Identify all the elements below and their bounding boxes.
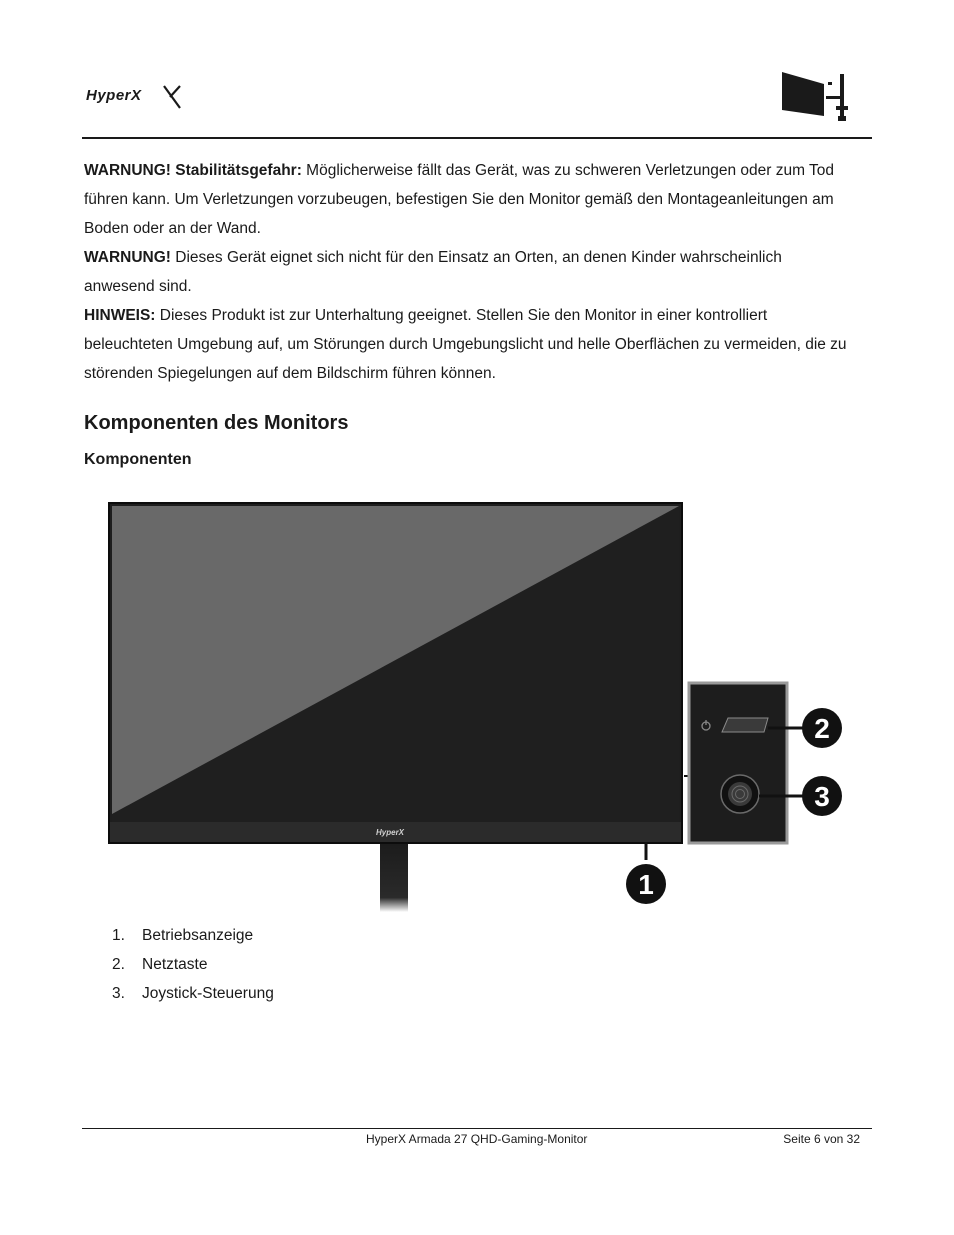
callout-3-label: 3 [814, 781, 830, 812]
lighting-note [84, 301, 854, 388]
list-item-number: 2. [112, 956, 125, 973]
list-item-label: Netztaste [142, 956, 208, 973]
list-item-number: 1. [112, 927, 125, 944]
page-number: Seite 6 von 32 [783, 1132, 860, 1146]
children-warning-label: WARNUNG! [84, 249, 171, 266]
lighting-note-label: HINWEIS: [84, 307, 156, 324]
list-item [112, 921, 274, 950]
monitor-stand [380, 840, 408, 912]
hyperx-logo [86, 80, 182, 112]
stability-warning-text: Möglicherweise fällt das Gerät, was zu schweren Verletzungen oder zum Tod führen kann. Um Verletzungen vorzubeugen, befestigen Sie den Monitor gemäß den Montageanleitungen am Boden oder an der Wand. [84, 162, 835, 237]
list-item [112, 950, 274, 979]
header-divider [82, 137, 872, 139]
control-panel-inset [689, 683, 787, 843]
children-warning [84, 243, 854, 301]
list-item-number: 3. [112, 985, 125, 1002]
list-item [112, 979, 274, 1008]
lighting-note-text: Dieses Produkt ist zur Unterhaltung geeignet. Stellen Sie den Monitor in einer kontrolliert beleuchteten Umgebung auf, um Störungen durch Umgebungslicht und helle Oberflächen zu vermeiden, die zu störenden Spiegelungen auf dem Bildschirm führen können. [84, 307, 847, 382]
footer-divider [82, 1128, 872, 1129]
list-item-label: Betriebsanzeige [142, 927, 254, 944]
hyperx-logo-text: HyperX [86, 87, 142, 104]
power-button-shape [722, 718, 768, 732]
monitor-components-figure [100, 496, 860, 912]
section-title: Komponenten des Monitors [84, 412, 349, 434]
bezel-logo: HyperX [376, 828, 405, 837]
components-list [112, 921, 274, 1008]
monitor-arm-icon [778, 72, 852, 124]
footer-title: HyperX Armada 27 QHD-Gaming-Monitor [366, 1132, 588, 1146]
subsection-title: Komponenten [84, 451, 192, 468]
stability-warning-label: WARNUNG! Stabilitätsgefahr: [84, 162, 302, 179]
children-warning-text: Dieses Gerät eignet sich nicht für den Einsatz an Orten, an denen Kinder wahrscheinlich anwesend sind. [84, 249, 782, 295]
callout-1-label: 1 [638, 869, 654, 900]
stability-warning [84, 156, 854, 243]
safety-notices [84, 156, 854, 388]
list-item-label: Joystick-Steuerung [142, 985, 274, 1002]
callout-2-label: 2 [814, 713, 830, 744]
